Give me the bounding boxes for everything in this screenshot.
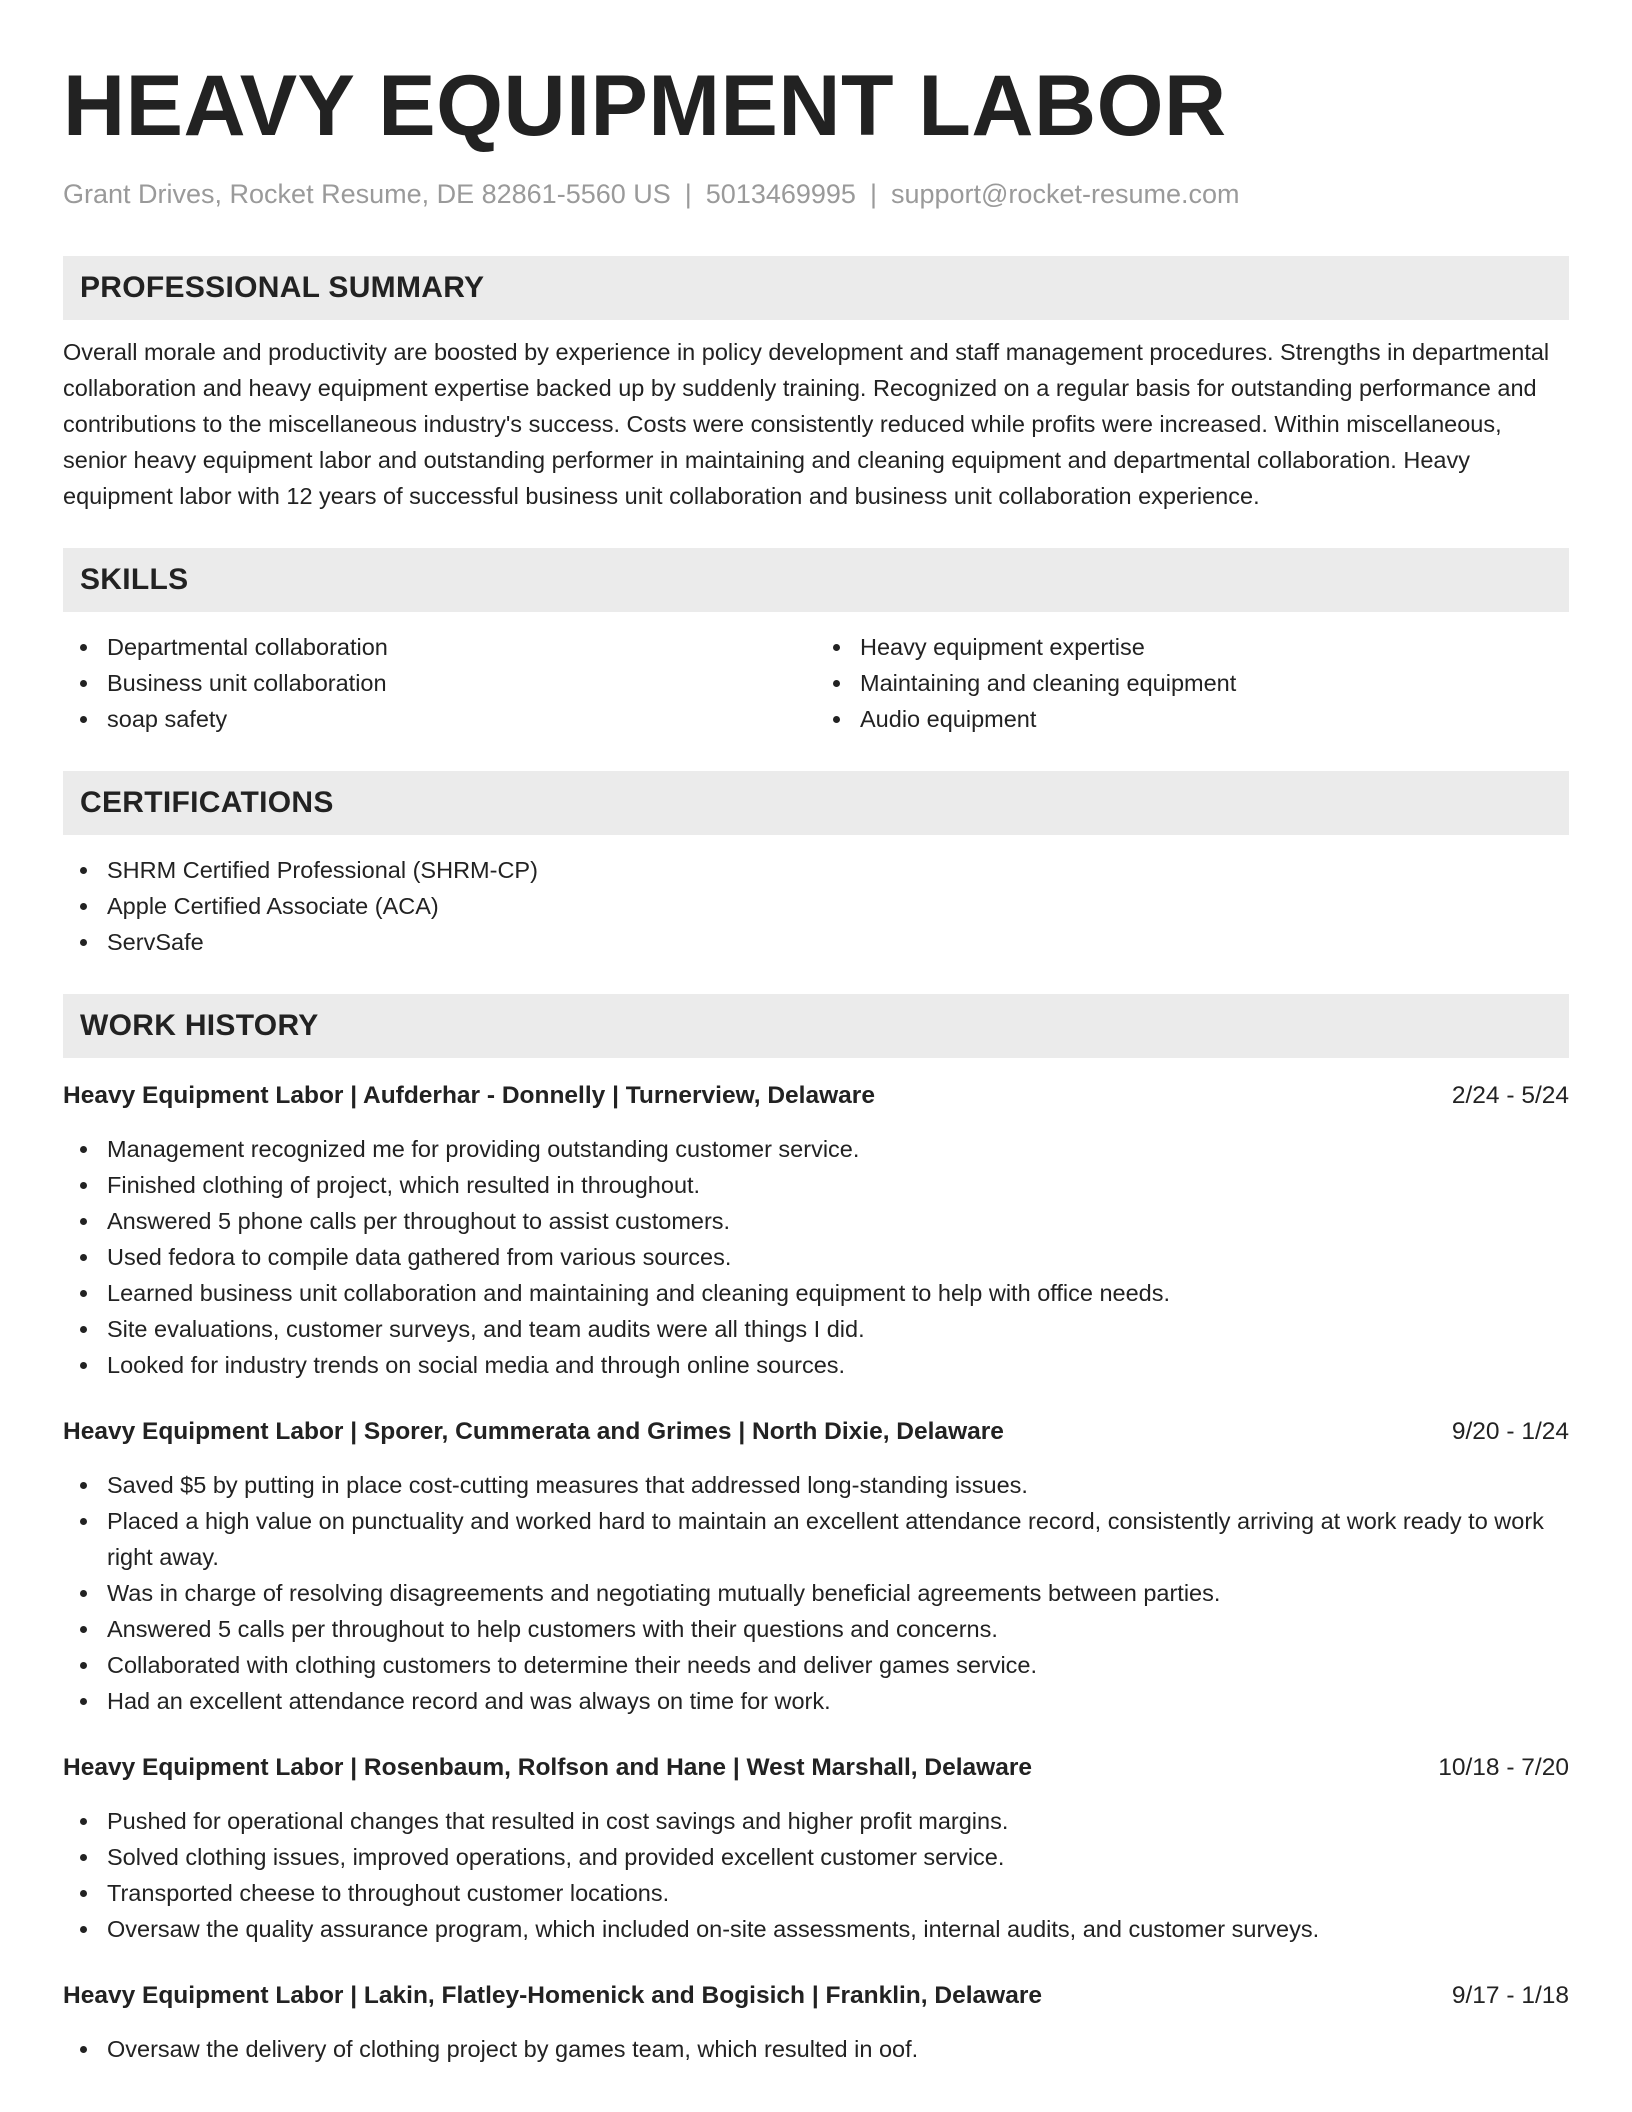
section-header: [63, 256, 1569, 320]
job-header: [63, 1750, 1569, 1786]
summary-text: Overall morale and productivity are boosted by experience in policy development and staff management procedures. Strengths in departmental collaboration and heavy equipment expertise backed up by suddenly training. Recognized on a regular basis for outstanding performance and contributions to the miscellaneous industry's success. Costs were consistently reduced while profits were increased. Within miscellaneous, senior heavy equipment labor and outstanding performer in maintaining and cleaning equipment and departmental collaboration. Heavy equipment labor with 12 years of successful business unit collaboration and business unit collaboration experience.: [63, 339, 1550, 509]
job-dates: 9/17 - 1/18: [1451, 1982, 1569, 2009]
job-bullet: Oversaw the delivery of clothing project by games team, which resulted in oof.: [63, 2031, 1569, 2067]
job-bullet: Answered 5 calls per throughout to help customers with their questions and concerns.: [63, 1611, 1569, 1647]
contact-phone: 5013469995: [705, 179, 856, 209]
job-bullet: Looked for industry trends on social media and through online sources.: [63, 1347, 1569, 1383]
job-header: [63, 1414, 1569, 1450]
job-header: [63, 1078, 1569, 1114]
contact-email: support@rocket-resume.com: [890, 179, 1240, 209]
job-entry: [63, 1978, 1569, 2067]
contact-line: [63, 176, 1569, 212]
skill-item: soap safety: [63, 701, 816, 737]
skills-section: [63, 548, 1569, 737]
job-heading: Heavy Equipment Labor | Aufderhar - Donnelly | Turnerview, Delaware: [63, 1082, 875, 1109]
job-heading: Heavy Equipment Labor | Lakin, Flatley-Homenick and Bogisich | Franklin, Delaware: [63, 1982, 1042, 2009]
job-bullet: Pushed for operational changes that resulted in cost savings and higher profit margins.: [63, 1803, 1569, 1839]
job-bullet: Site evaluations, customer surveys, and team audits were all things I did.: [63, 1311, 1569, 1347]
job-dates: 9/20 - 1/24: [1451, 1418, 1569, 1445]
job-bullet: Placed a high value on punctuality and worked hard to maintain an excellent attendance record, consistently arriving at work ready to work right away.: [63, 1503, 1569, 1575]
job-bullet: Saved $5 by putting in place cost-cutting measures that addressed long-standing issues.: [63, 1467, 1569, 1503]
job-dates: 10/18 - 7/20: [1438, 1754, 1569, 1781]
job-header: [63, 1978, 1569, 2014]
summary-section: [63, 256, 1569, 514]
section-title: PROFESSIONAL SUMMARY: [80, 271, 485, 304]
section-title: CERTIFICATIONS: [80, 786, 334, 819]
work-history-section: [63, 994, 1569, 2067]
job-entry: [63, 1414, 1569, 1719]
section-header: [63, 994, 1569, 1058]
candidate-name: HEAVY EQUIPMENT LABOR: [63, 58, 1227, 154]
certifications-list: [63, 852, 1569, 960]
skill-item: Departmental collaboration: [63, 629, 816, 665]
job-bullet: Had an excellent attendance record and was always on time for work.: [63, 1683, 1569, 1719]
contact-separator: |: [684, 179, 692, 209]
skill-item: Heavy equipment expertise: [816, 629, 1569, 665]
skills-column-left: [63, 629, 816, 737]
job-bullets: [63, 2031, 1569, 2067]
job-entry: [63, 1750, 1569, 1947]
job-bullet: Finished clothing of project, which resulted in throughout.: [63, 1167, 1569, 1203]
job-bullets: [63, 1131, 1569, 1383]
contact-separator: |: [869, 179, 877, 209]
job-bullets: [63, 1803, 1569, 1947]
job-heading: Heavy Equipment Labor | Sporer, Cummerata and Grimes | North Dixie, Delaware: [63, 1418, 1004, 1445]
contact-address: Grant Drives, Rocket Resume, DE 82861-5560 US: [63, 179, 671, 209]
job-bullet: Transported cheese to throughout customer locations.: [63, 1875, 1569, 1911]
job-bullet: Solved clothing issues, improved operations, and provided excellent customer service.: [63, 1839, 1569, 1875]
certifications-section: [63, 771, 1569, 960]
job-bullet: Used fedora to compile data gathered from various sources.: [63, 1239, 1569, 1275]
section-header: [63, 771, 1569, 835]
skill-item: Audio equipment: [816, 701, 1569, 737]
job-entry: [63, 1078, 1569, 1383]
job-bullet: Answered 5 phone calls per throughout to assist customers.: [63, 1203, 1569, 1239]
skill-item: Business unit collaboration: [63, 665, 816, 701]
section-title: SKILLS: [80, 563, 189, 596]
job-bullets: [63, 1467, 1569, 1719]
job-bullet: Oversaw the quality assurance program, which included on-site assessments, internal audits, and customer surveys.: [63, 1911, 1569, 1947]
job-bullet: Management recognized me for providing outstanding customer service.: [63, 1131, 1569, 1167]
job-bullet: Learned business unit collaboration and maintaining and cleaning equipment to help with office needs.: [63, 1275, 1569, 1311]
section-title: WORK HISTORY: [80, 1009, 319, 1042]
skills-grid: [63, 629, 1569, 737]
section-header: [63, 548, 1569, 612]
skill-item: Maintaining and cleaning equipment: [816, 665, 1569, 701]
skills-column-right: [816, 629, 1569, 737]
job-bullet: Was in charge of resolving disagreements and negotiating mutually beneficial agreements between parties.: [63, 1575, 1569, 1611]
certification-item: Apple Certified Associate (ACA): [63, 888, 1569, 924]
job-bullet: Collaborated with clothing customers to determine their needs and deliver games service.: [63, 1647, 1569, 1683]
job-heading: Heavy Equipment Labor | Rosenbaum, Rolfson and Hane | West Marshall, Delaware: [63, 1754, 1032, 1781]
job-dates: 2/24 - 5/24: [1451, 1082, 1569, 1109]
certification-item: SHRM Certified Professional (SHRM-CP): [63, 852, 1569, 888]
certification-item: ServSafe: [63, 924, 1569, 960]
